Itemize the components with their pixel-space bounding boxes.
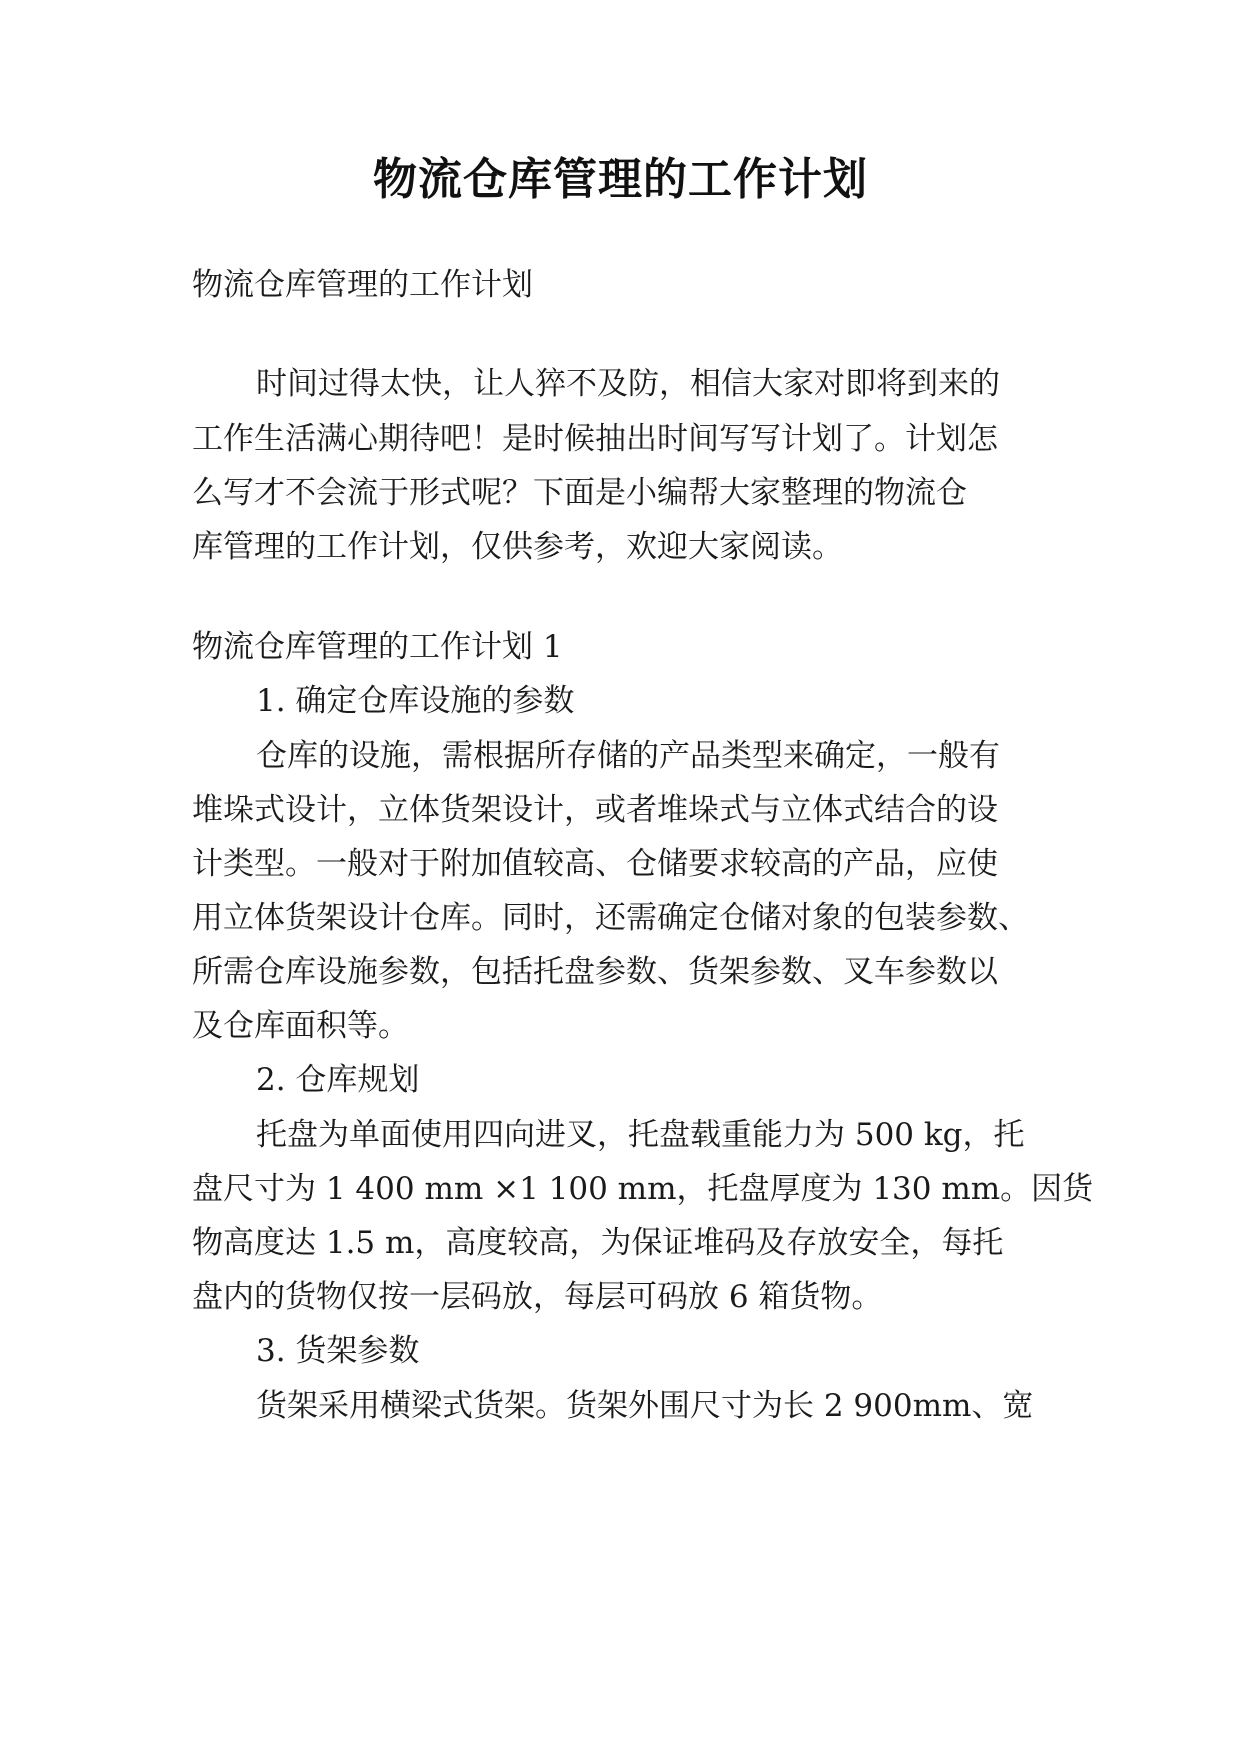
item-1-line: 仓库的设施，需根据所存储的产品类型来确定，一般有	[256, 738, 1000, 774]
item-1-line: 用立体货架设计仓库。同时，还需确定仓储对象的包装参数、	[192, 900, 1029, 936]
section-heading: 物流仓库管理的工作计划 1	[192, 629, 563, 665]
intro-line: 时间过得太快，让人猝不及防，相信大家对即将到来的	[256, 366, 1000, 402]
item-3-heading: 3. 货架参数	[256, 1333, 420, 1369]
intro-line: 库管理的工作计划，仅供参考，欢迎大家阅读。	[192, 529, 843, 565]
item-2-heading: 2. 仓库规划	[256, 1062, 420, 1098]
intro-line: 么写才不会流于形式呢？下面是小编帮大家整理的物流仓	[192, 475, 967, 511]
item-2-line: 盘内的货物仅按一层码放，每层可码放 6 箱货物。	[192, 1279, 883, 1315]
item-1-line: 堆垛式设计，立体货架设计，或者堆垛式与立体式结合的设	[192, 792, 998, 828]
subtitle: 物流仓库管理的工作计划	[192, 267, 533, 303]
item-1-line: 所需仓库设施参数，包括托盘参数、货架参数、叉车参数以	[192, 954, 998, 990]
item-1-line: 及仓库面积等。	[192, 1008, 409, 1044]
item-1-line: 计类型。一般对于附加值较高、仓储要求较高的产品，应使	[192, 846, 998, 882]
item-2-line: 盘尺寸为 1 400 mm ×1 100 mm，托盘厚度为 130 mm。因货	[192, 1171, 1094, 1207]
item-3-line: 货架采用横梁式货架。货架外围尺寸为长 2 900mm、宽	[256, 1388, 1034, 1424]
page-title: 物流仓库管理的工作计划	[373, 154, 868, 205]
item-2-line: 物高度达 1.5 m，高度较高，为保证堆码及存放安全，每托	[192, 1225, 1004, 1261]
intro-line: 工作生活满心期待吧！是时候抽出时间写写计划了。计划怎	[192, 421, 998, 457]
item-1-heading: 1. 确定仓库设施的参数	[256, 683, 575, 719]
item-2-line: 托盘为单面使用四向进叉，托盘载重能力为 500 kg，托	[256, 1117, 1025, 1153]
